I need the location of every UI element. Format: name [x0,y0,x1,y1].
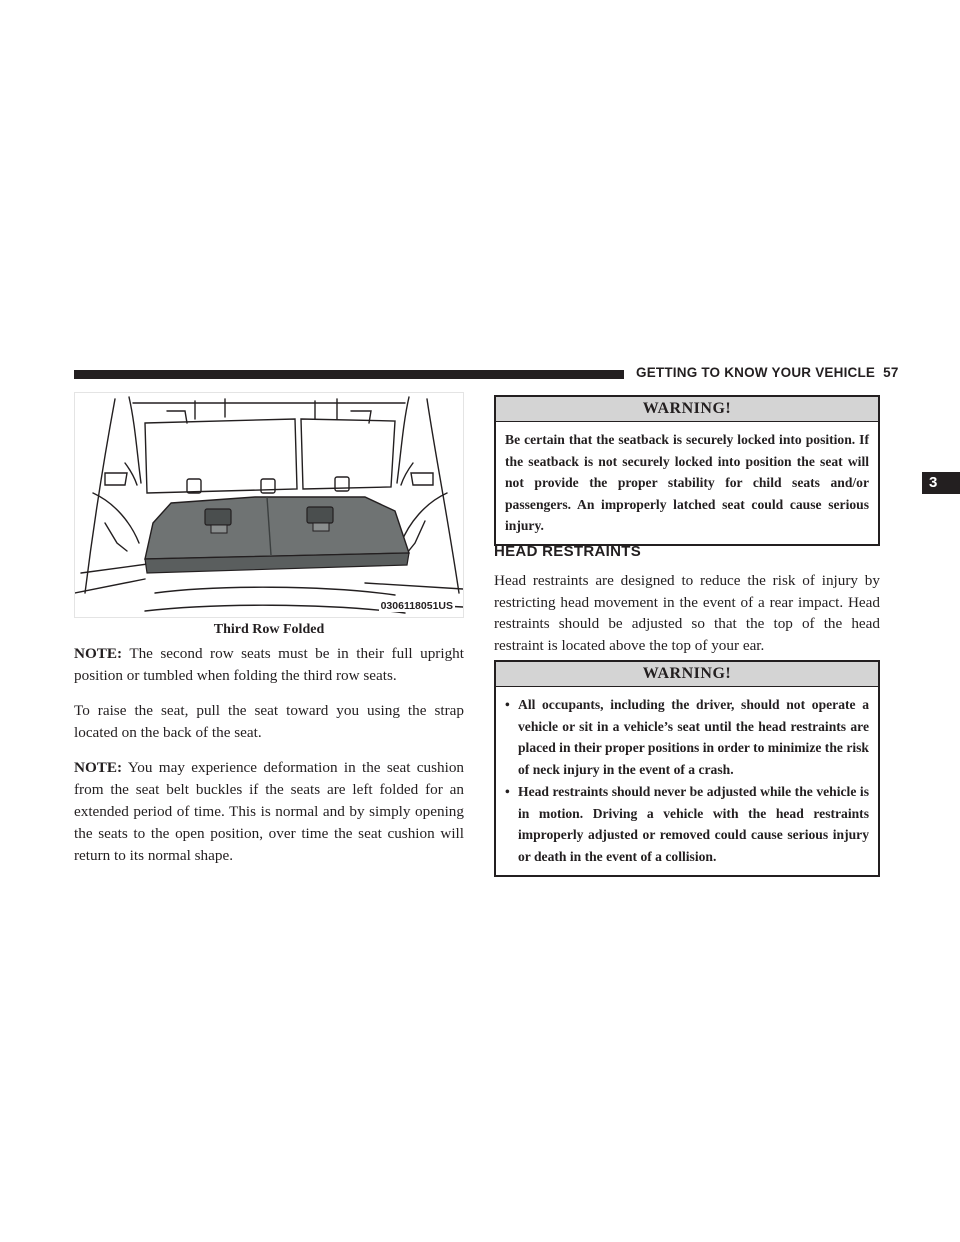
note-label: NOTE: [74,759,123,776]
section-heading: HEAD RESTRAINTS [494,543,642,560]
warning-box-seatback [494,395,880,546]
header-title: GETTING TO KNOW YOUR VEHICLE [636,365,876,380]
running-header [636,365,899,380]
figure-code: 0306118051US [380,600,453,612]
body-paragraph: To raise the seat, pull the seat toward you using the strap located on the back of the seat. [74,702,464,741]
body-paragraph: Head restraints are designed to reduce the risk of injury by restricting head movement in the event of a rear impact. Head restraints should be adjusted so that the top of the head restraint is located above the top of your ear. [494,572,880,654]
figure-caption: Third Row Folded [213,622,325,637]
note-paragraph [74,757,464,867]
note-text: The second row seats must be in their full upright position or tumbled when folding the third row seats. [74,645,464,684]
warning-item: • All occupants, including the driver, should not operate a vehicle or sit in a vehicle’s seat until the head restraints are placed in their proper positions in order to minimize the risk of neck injury in the event of a crash. [505,694,869,780]
figure-third-row-folded [74,392,464,618]
warning-heading: WARNING! [496,397,878,422]
warning-box-head-restraints [494,660,880,877]
header-rule [74,370,624,379]
illustration-cargo-area [75,393,463,617]
chapter-tab: 3 [922,472,960,494]
page-number: 57 [883,365,899,380]
warning-item: • Head restraints should never be adjusted while the vehicle is in motion. Driving a vehicle with the head restraints improperly adjusted or removed could cause serious injury or death in the event of a collision. [505,781,869,867]
note-label: NOTE: [74,645,123,662]
section-body [494,570,880,656]
left-column [74,643,464,880]
note-text: You may experience deformation in the seat cushion from the seat belt buckles if the seats are left folded for an extended period of time. This is normal and by simply opening the seats to the open position, over time the seat cushion will return to its normal shape. [74,759,465,864]
warning-heading: WARNING! [496,662,878,687]
note-paragraph [74,643,464,687]
warning-list [496,687,878,875]
warning-text: Be certain that the seatback is securely locked into position. If the seatback is not securely locked into position the seat will not provide the proper stability for child seats and/or passengers. An improperly latched seat could cause serious injury. [505,432,869,533]
